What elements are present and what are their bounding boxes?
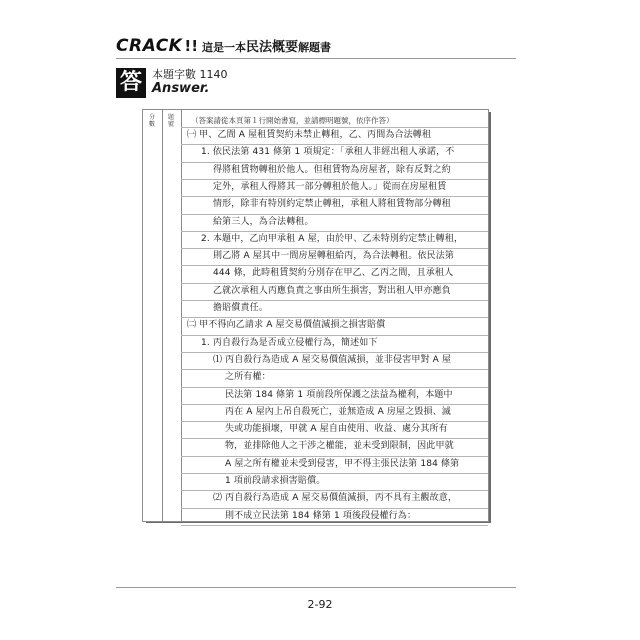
ruled-line: [181, 456, 488, 457]
ruled-line: [181, 214, 488, 215]
answer-texts: [152, 68, 228, 97]
ruled-line: [181, 387, 488, 388]
answer-glyph-icon: 答: [116, 68, 146, 98]
answer-text-line: 之所有權：: [225, 372, 271, 383]
ruled-line: [181, 231, 488, 232]
answer-text-line: 1. 丙自殺行為是否成立侵權行為，簡述如下: [201, 337, 378, 348]
answer-text-line: 定外，承租人得將其一部分轉租於他人。」從而在房屋租賃: [213, 181, 447, 192]
score-column-header: 分數: [148, 114, 155, 128]
book-title-suffix: 解題書: [298, 41, 332, 54]
word-count: 本題字數 1140: [152, 68, 228, 81]
header-divider: [116, 58, 516, 59]
ruled-line: [181, 283, 488, 284]
ruled-line: [181, 179, 488, 180]
book-header: [116, 36, 331, 56]
book-title: [202, 36, 331, 55]
answer-text-line: 給第三人，為合法轉租。: [213, 216, 314, 227]
answer-sheet: [142, 109, 489, 522]
ruled-line: [181, 196, 488, 197]
answer-text-line: 情形，除非有特別約定禁止轉租，承租人將租賃物部分轉租: [213, 199, 451, 210]
question-column-divider: [181, 110, 182, 521]
question-column-header: 題號: [167, 114, 174, 128]
page-number: 2-92: [307, 598, 333, 611]
answer-text-line: 失或功能損壞，甲就 A 屋自由使用、收益、處分其所有: [225, 424, 448, 435]
answer-heading: [116, 68, 228, 98]
answer-text-line: ㈠ 甲、乙間 A 屋租賃契約未禁止轉租，乙、丙間為合法轉租: [187, 130, 432, 140]
answer-text-line: 444 條，此時租賃契約分別存在甲乙、乙丙之間，且承租人: [213, 268, 454, 279]
ruled-line: [181, 369, 488, 370]
ruled-line: [181, 248, 488, 249]
answer-text-line: ⑵ 丙自殺行為造成 A 屋交易價值減損，丙不具有主觀故意，: [213, 493, 458, 504]
ruled-line: [181, 162, 488, 163]
ruled-line: [181, 473, 488, 474]
brand-logo: CRACK: [116, 36, 183, 56]
ruled-line: [181, 317, 488, 318]
answer-text-line: 則乙將 A 屋其中一間房屋轉租給丙，為合法轉租。依民法第: [213, 251, 455, 262]
answer-text-line: 擔賠償責任。: [213, 303, 268, 313]
ruled-line: [181, 265, 488, 266]
answer-text-line: 1. 依民法第 431 條第 1 項規定：「承租人非經出租人承諾，不: [201, 147, 455, 158]
answer-text-line: 則不成立民法第 184 條第 1 項後段侵權行為：: [225, 510, 417, 521]
ruled-line: [181, 352, 488, 353]
ruled-line: [181, 404, 488, 405]
ruled-line: [181, 335, 488, 336]
answer-text-line: ㈡ 甲不得向乙請求 A 屋交易價值減損之損害賠償: [187, 320, 386, 331]
answer-text-line: A 屋之所有權並未受到侵害，甲不得主張民法第 184 條第: [225, 458, 460, 469]
ruled-line: [181, 300, 488, 301]
answer-instruction: （答案請從本頁第１行開始書寫，並請標明題號，依序作答）: [191, 116, 394, 125]
ruled-line: [181, 490, 488, 491]
answer-text-line: ⑴ 丙自殺行為造成 A 屋交易價值減損，並非侵害甲對 A 屋: [213, 354, 452, 365]
ruled-line: [181, 525, 488, 526]
answer-text-line: 2. 本題中，乙向甲承租 A 屋，由於甲、乙未特別約定禁止轉租，: [201, 233, 464, 244]
ruled-line: [181, 127, 488, 128]
ruled-line: [181, 438, 488, 439]
footer-divider: [116, 587, 516, 588]
answer-text-line: 丙在 A 屋內上吊自殺死亡，並無造成 A 房屋之毀損、滅: [225, 406, 451, 417]
brand-exclamation: !!: [184, 37, 199, 55]
ruled-line: [181, 421, 488, 422]
answer-text-line: 民法第 184 條第 1 項前段所保護之法益為權利，本題中: [225, 389, 453, 400]
score-column-divider: [162, 110, 163, 521]
answer-text-line: 乙就次承租人丙應負責之事由所生損害，對出租人甲亦應負: [213, 285, 451, 296]
ruled-line: [181, 144, 488, 145]
answer-text-line: 物，並排除他人之干涉之權能，並未受到限制，因此甲就: [225, 441, 454, 452]
answer-text-line: 得將租賃物轉租於他人。但租賃物為房屋者，除有反對之約: [213, 164, 451, 175]
ruled-line: [181, 508, 488, 509]
answer-text-line: 1 項前段請求損害賠償。: [225, 476, 326, 486]
answer-label: Answer.: [152, 81, 210, 96]
book-title-prefix: 這是一本: [202, 41, 247, 54]
book-title-main: 民法概要: [246, 40, 299, 55]
